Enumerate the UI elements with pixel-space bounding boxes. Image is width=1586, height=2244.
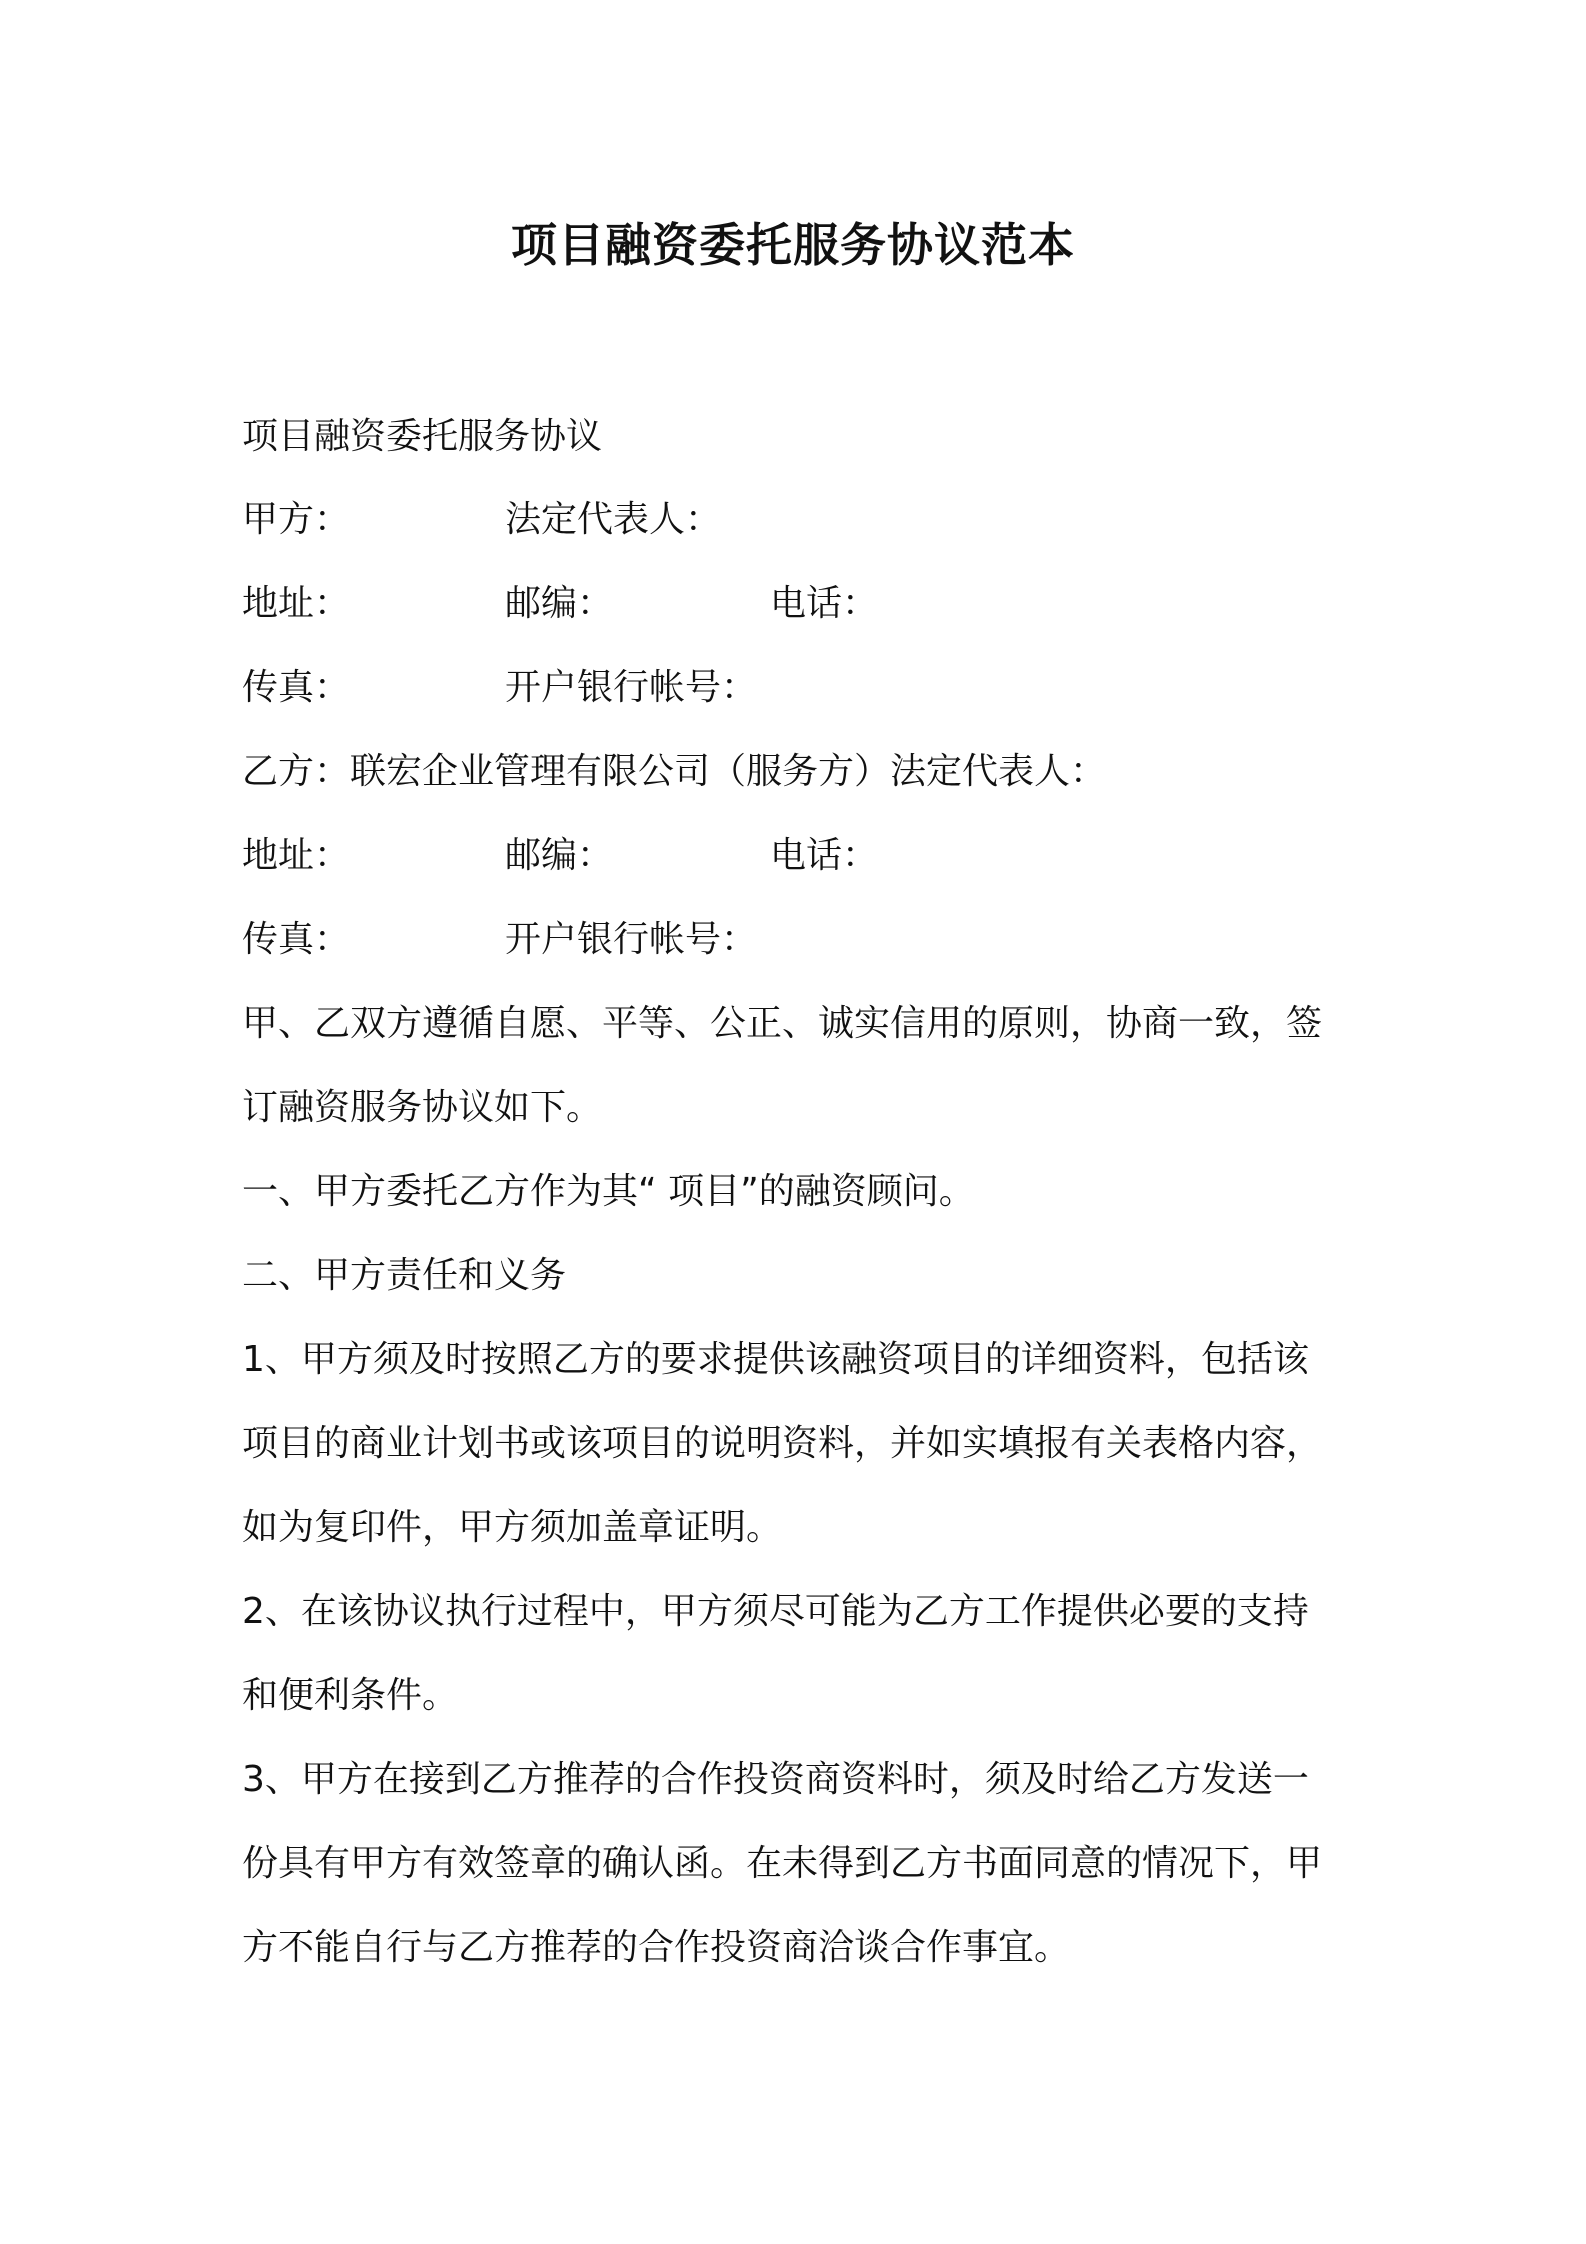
agreement-subtitle: 项目融资委托服务协议 bbox=[242, 416, 603, 457]
party-a-phone-label: 电话： bbox=[770, 583, 879, 624]
body-line: 1、甲方须及时按照乙方的要求提供该融资项目的详细资料，包括该 bbox=[242, 1339, 1309, 1380]
party-b-line: 乙方：联宏企业管理有限公司（服务方）法定代表人： bbox=[242, 751, 1107, 792]
body-line: 和便利条件。 bbox=[242, 1675, 459, 1716]
party-a-label: 甲方： bbox=[242, 499, 351, 540]
body-line: 甲、乙双方遵循自愿、平等、公正、诚实信用的原则，协商一致，签 bbox=[242, 1003, 1323, 1044]
party-b-postcode-label: 邮编： bbox=[505, 835, 614, 876]
party-a-legal-rep-label: 法定代表人： bbox=[505, 499, 722, 540]
party-a-fax-label: 传真： bbox=[242, 667, 351, 708]
party-b-fax-label: 传真： bbox=[242, 919, 351, 960]
party-a-bank-account-label: 开户银行帐号： bbox=[505, 667, 758, 708]
party-b-phone-label: 电话： bbox=[770, 835, 879, 876]
body-line: 项目的商业计划书或该项目的说明资料，并如实填报有关表格内容， bbox=[242, 1423, 1323, 1464]
party-a-postcode-label: 邮编： bbox=[505, 583, 614, 624]
body-line: 如为复印件，甲方须加盖章证明。 bbox=[242, 1507, 783, 1548]
body-line: 2、在该协议执行过程中，甲方须尽可能为乙方工作提供必要的支持 bbox=[242, 1591, 1309, 1632]
body-line: 份具有甲方有效签章的确认函。在未得到乙方书面同意的情况下，甲 bbox=[242, 1843, 1323, 1884]
party-a-address-label: 地址： bbox=[242, 583, 351, 624]
party-b-bank-account-label: 开户银行帐号： bbox=[505, 919, 758, 960]
body-line: 订融资服务协议如下。 bbox=[242, 1087, 603, 1128]
document-title: 项目融资委托服务协议范本 bbox=[511, 218, 1075, 272]
party-b-address-label: 地址： bbox=[242, 835, 351, 876]
clause-1-heading: 一、甲方委托乙方作为其“ 项目”的融资顾问。 bbox=[242, 1171, 975, 1212]
body-line: 方不能自行与乙方推荐的合作投资商洽谈合作事宜。 bbox=[242, 1927, 1071, 1968]
body-line: 3、甲方在接到乙方推荐的合作投资商资料时，须及时给乙方发送一 bbox=[242, 1759, 1309, 1800]
clause-2-heading: 二、甲方责任和义务 bbox=[242, 1255, 567, 1296]
